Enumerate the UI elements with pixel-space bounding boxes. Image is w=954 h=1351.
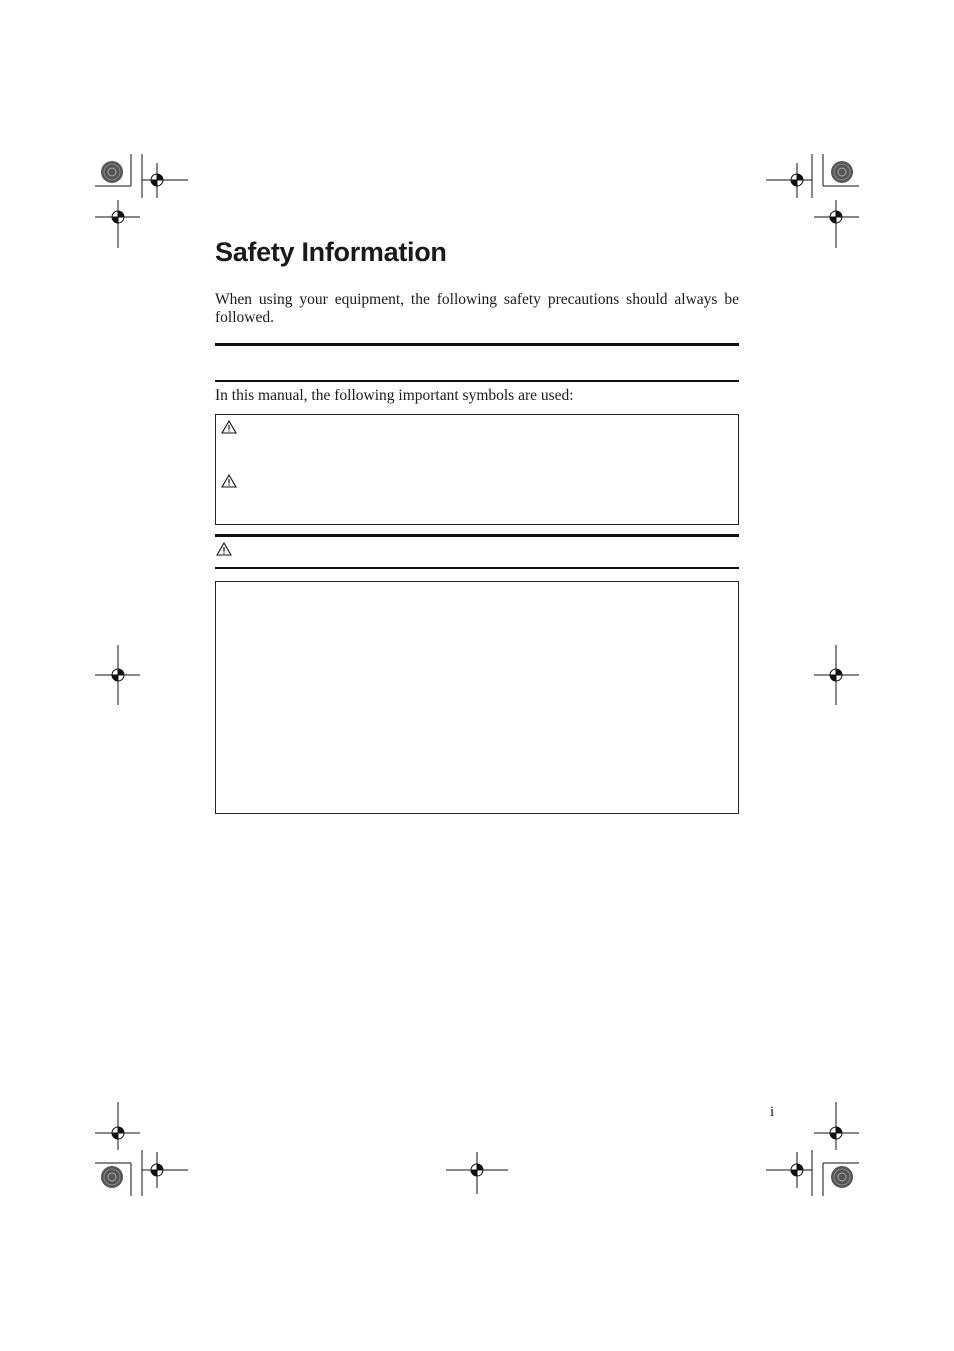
- warning-section-top-rule: [215, 534, 739, 537]
- registration-mark-icon: [112, 1127, 124, 1139]
- color-target-icon: [831, 161, 853, 183]
- registration-mark-icon: [830, 211, 842, 223]
- symbols-box: [215, 414, 739, 525]
- warning-triangle-icon: [221, 420, 237, 434]
- registration-mark-icon: [830, 1127, 842, 1139]
- registration-mark-icon: [791, 174, 803, 186]
- warning-content-box: [215, 581, 739, 814]
- registration-mark-icon: [112, 211, 124, 223]
- page-title: Safety Information: [215, 237, 447, 267]
- color-target-icon: [101, 161, 123, 183]
- intro-text: When using your equipment, the following safety precautions should always be followed.: [215, 291, 739, 326]
- registration-mark-icon: [830, 669, 842, 681]
- section-divider-thick: [215, 343, 739, 346]
- warning-triangle-icon: [216, 542, 232, 556]
- section-divider: [215, 380, 739, 382]
- warning-section-bottom-rule: [215, 567, 739, 569]
- color-target-icon: [831, 1166, 853, 1188]
- registration-mark-icon: [471, 1164, 483, 1176]
- registration-mark-icon: [151, 1164, 163, 1176]
- caution-triangle-icon: [221, 474, 237, 488]
- color-target-icon: [101, 1166, 123, 1188]
- symbols-intro: In this manual, the following important symbols are used:: [215, 387, 574, 404]
- registration-mark-icon: [151, 174, 163, 186]
- registration-mark-icon: [112, 669, 124, 681]
- registration-mark-icon: [791, 1164, 803, 1176]
- page-number: i: [770, 1104, 775, 1120]
